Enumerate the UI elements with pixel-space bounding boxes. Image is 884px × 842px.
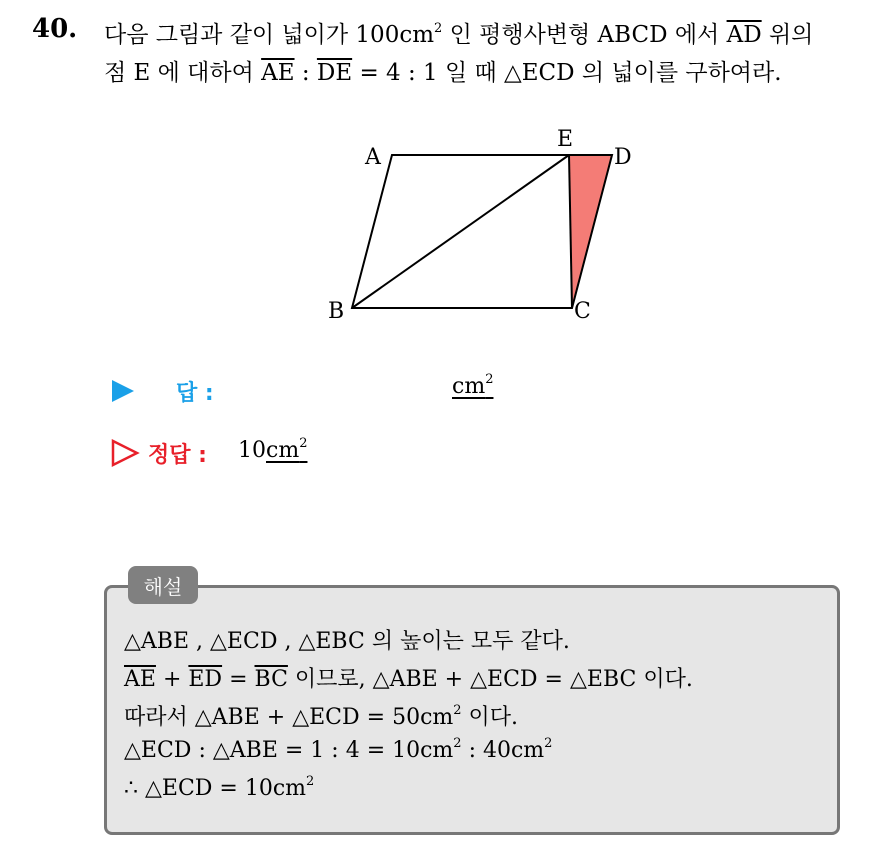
- answer-input-unit[interactable]: [452, 374, 493, 399]
- sol-line-5-sup: 2: [306, 774, 315, 789]
- correct-value: [238, 438, 307, 463]
- sol-line-5a: ∴ △ECD = 10cm: [124, 776, 307, 801]
- q-text-2a: 점 E 에 대하여: [104, 60, 262, 86]
- answer-row: [108, 372, 608, 412]
- label-c: C: [574, 299, 591, 324]
- q-text-2b: = 4 : 1 일 때 △ECD 의 넓이를 구하여라.: [352, 60, 782, 86]
- label-e: E: [557, 127, 574, 152]
- solution-line-1: △ABE , △ECD , △EBC 의 높이는 모두 같다.: [124, 629, 570, 654]
- q-text-1c: 위의: [761, 22, 814, 48]
- label-b: B: [328, 299, 345, 324]
- correct-unit: [266, 438, 307, 463]
- sol-line-3-sup: 2: [453, 703, 462, 718]
- correct-number: 10: [238, 438, 266, 463]
- sol-line-4a: △ECD : △ABE = 1 : 4 = 10cm: [124, 738, 454, 763]
- play-icon: [112, 380, 134, 402]
- solution-line-2: [124, 662, 693, 693]
- answer-unit-text: cm: [452, 374, 486, 399]
- sol-line-3b: 이다.: [461, 705, 519, 730]
- answer-label: 답 :: [176, 381, 214, 406]
- q-sup-1: 2: [434, 21, 443, 36]
- sol-overline-bc: $\overline{BC}$: [254, 667, 288, 692]
- parallelogram-figure: [0, 0, 884, 342]
- correct-answer-row: [108, 434, 508, 474]
- sol-line-4b: : 40cm: [461, 738, 545, 763]
- label-d: D: [614, 145, 632, 170]
- correct-unit-text: cm: [266, 438, 300, 463]
- sol-eq: =: [222, 667, 255, 692]
- question-number: 40.: [32, 14, 78, 44]
- answer-unit-sup: 2: [485, 372, 494, 387]
- sol-overline-ed: $\overline{ED}$: [188, 667, 223, 692]
- sol-line-4-sup1: 2: [453, 736, 462, 751]
- q-colon: :: [294, 60, 317, 86]
- sol-line-3a: 따라서 △ABE + △ECD = 50cm: [124, 705, 454, 730]
- hollow-triangle-icon: [110, 438, 140, 468]
- correct-unit-sup: 2: [299, 436, 308, 451]
- solution-line-5: [124, 776, 314, 801]
- correct-label: 정답 :: [148, 443, 207, 468]
- solution-tag: 해설: [128, 566, 198, 604]
- q-text-1a: 다음 그림과 같이 넓이가 100cm: [104, 22, 435, 48]
- sol-plus: +: [155, 667, 189, 692]
- solution-line-4: [124, 738, 552, 763]
- sol-overline-ae: $\overline{AE}$: [124, 667, 156, 692]
- sol-line-4-sup2: 2: [544, 736, 553, 751]
- q-text-1b: 인 평행사변형 ABCD 에서: [442, 22, 727, 48]
- q-overline-ad: $\overline{AD}$: [726, 22, 762, 48]
- sol-line-2-rest: 이므로, △ABE + △ECD = △EBC 이다.: [287, 667, 693, 692]
- q-overline-ae: $\overline{AE}$: [261, 60, 295, 86]
- q-overline-de: $\overline{DE}$: [316, 60, 353, 86]
- segment-be: [352, 155, 569, 308]
- solution-line-3: [124, 700, 518, 731]
- label-a: A: [365, 145, 381, 170]
